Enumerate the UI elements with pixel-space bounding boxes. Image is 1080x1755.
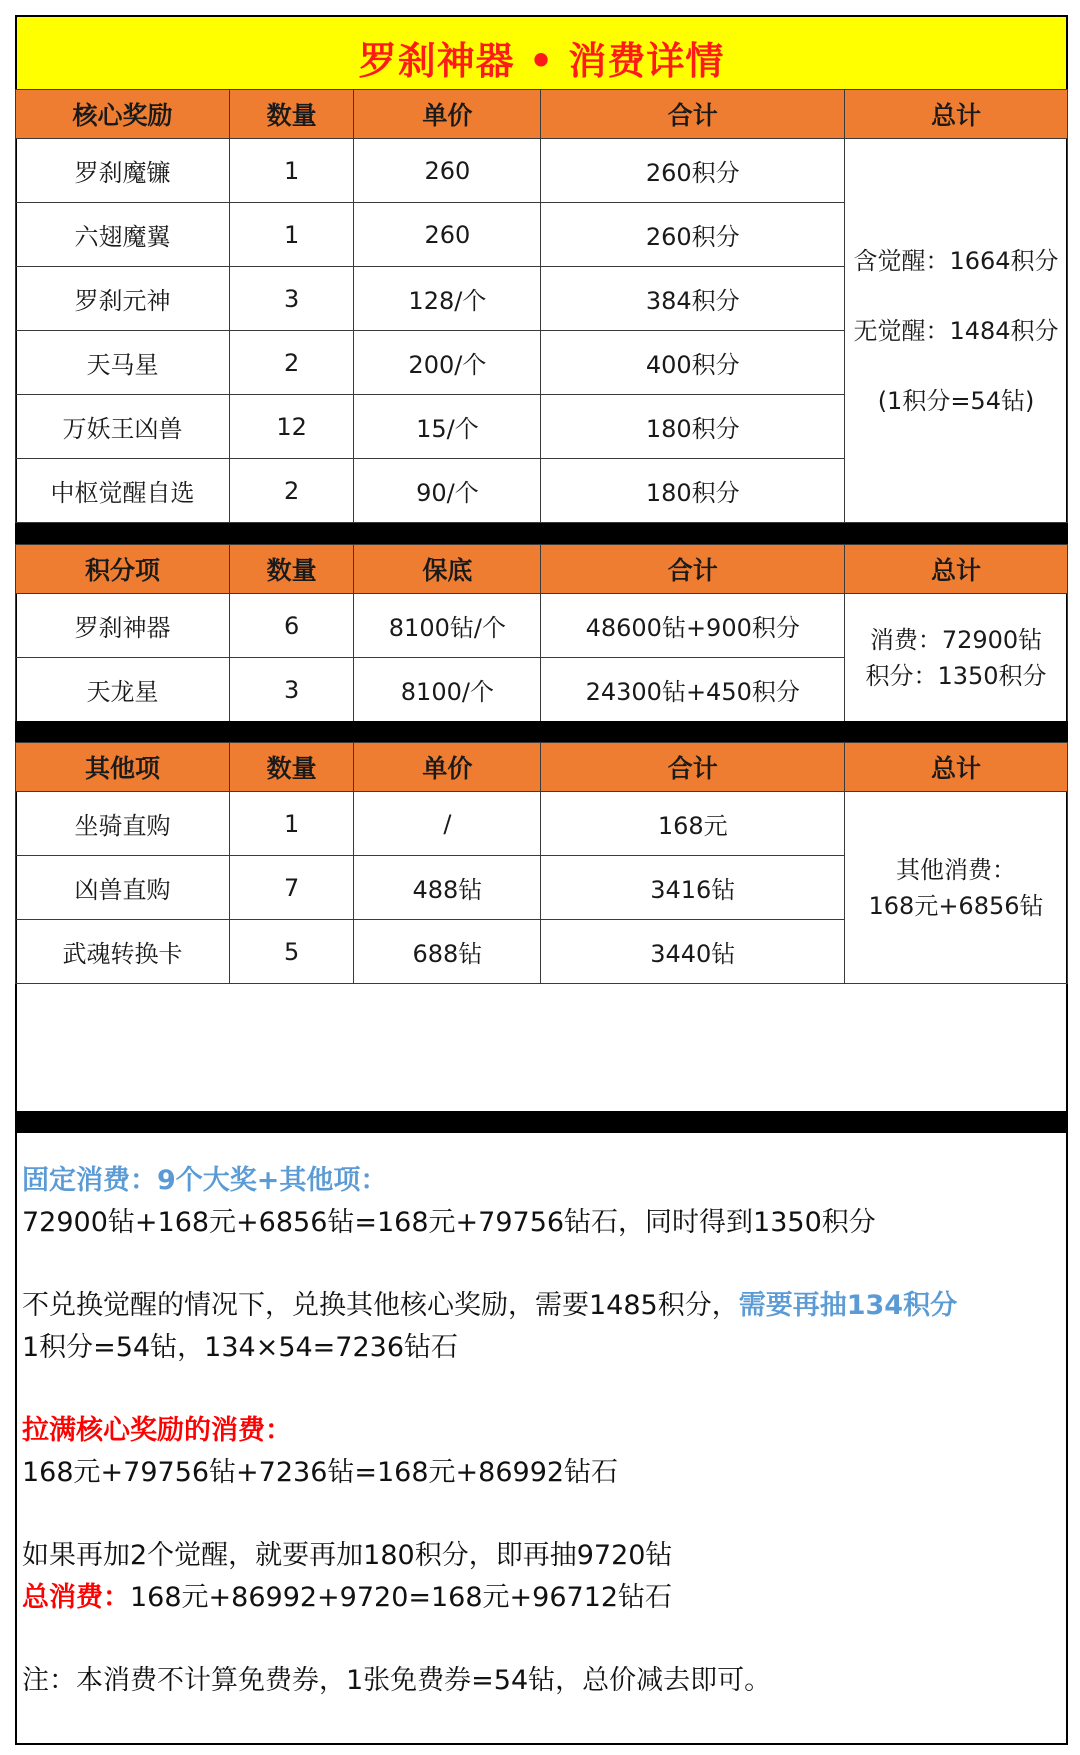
item-name: 武魂转换卡 xyxy=(16,920,230,984)
footnote-line: 注：本消费不计算免费券，1张免费券=54钻，总价减去即可。 xyxy=(22,1665,772,1696)
other-total-value: 168元+6856钻 xyxy=(868,891,1044,920)
other-items-table xyxy=(15,742,1068,984)
item-price: 8100钻/个 xyxy=(354,594,541,658)
item-price: 260 xyxy=(354,139,541,203)
item-sum: 24300钻+450积分 xyxy=(541,658,845,722)
item-name: 六翅魔翼 xyxy=(16,203,230,267)
item-qty: 2 xyxy=(229,331,353,395)
core-total-no-awaken: 无觉醒：1484积分 xyxy=(853,316,1059,345)
item-price: 688钻 xyxy=(354,920,541,984)
item-price: 128/个 xyxy=(354,267,541,331)
item-name: 万妖王凶兽 xyxy=(16,395,230,459)
item-qty: 2 xyxy=(229,459,353,523)
other-header-qty: 数量 xyxy=(229,743,353,792)
item-name: 中枢觉醒自选 xyxy=(16,459,230,523)
item-qty: 7 xyxy=(229,856,353,920)
section-divider xyxy=(15,1111,1068,1133)
item-qty: 3 xyxy=(229,658,353,722)
item-name: 天龙星 xyxy=(16,658,230,722)
item-name: 凶兽直购 xyxy=(16,856,230,920)
item-price: 8100/个 xyxy=(354,658,541,722)
other-header-total: 总计 xyxy=(845,743,1068,792)
other-total-cell xyxy=(845,792,1068,984)
table-row xyxy=(16,139,1068,203)
other-header-name: 其他项 xyxy=(16,743,230,792)
item-name: 坐骑直购 xyxy=(16,792,230,856)
item-sum: 168元 xyxy=(541,792,845,856)
item-qty: 3 xyxy=(229,267,353,331)
item-price: 90/个 xyxy=(354,459,541,523)
total-cost-line xyxy=(22,1575,672,1614)
table-row xyxy=(16,594,1068,658)
points-header-guarantee: 保底 xyxy=(354,545,541,594)
total-cost-value: 168元+86992+9720=168元+96712钻石 xyxy=(130,1582,673,1613)
item-name: 天马星 xyxy=(16,331,230,395)
item-qty: 1 xyxy=(229,203,353,267)
item-price: 200/个 xyxy=(354,331,541,395)
section-divider xyxy=(15,721,1068,742)
points-total-cell xyxy=(845,594,1068,722)
core-total-cell xyxy=(845,139,1068,523)
points-total-points: 积分：1350积分 xyxy=(865,661,1047,690)
item-qty: 1 xyxy=(229,139,353,203)
section-divider xyxy=(15,523,1068,544)
item-qty: 1 xyxy=(229,792,353,856)
item-name: 罗刹魔镰 xyxy=(16,139,230,203)
fixed-cost-line: 72900钻+168元+6856钻=168元+79756钻石，同时得到1350积分 xyxy=(22,1207,876,1238)
points-total-spend: 消费：72900钻 xyxy=(869,625,1043,654)
item-qty: 5 xyxy=(229,920,353,984)
points-header-sum: 合计 xyxy=(541,545,845,594)
item-qty: 12 xyxy=(229,395,353,459)
full-core-line: 168元+79756钻+7236钻=168元+86992钻石 xyxy=(22,1457,619,1488)
other-total-label: 其他消费： xyxy=(896,855,1017,884)
page-title: 罗刹神器 • 消费详情 xyxy=(15,15,1068,99)
item-price: 15/个 xyxy=(354,395,541,459)
item-sum: 180积分 xyxy=(541,459,845,523)
awaken-line: 如果再加2个觉醒，就要再加180积分，即再抽9720钻 xyxy=(22,1540,673,1571)
item-price: 260 xyxy=(354,203,541,267)
core-total-rate: (1积分=54钻) xyxy=(877,386,1035,415)
item-sum: 180积分 xyxy=(541,395,845,459)
core-header-sum: 合计 xyxy=(541,90,845,139)
core-header-name: 核心奖励 xyxy=(16,90,230,139)
item-sum: 260积分 xyxy=(541,139,845,203)
item-sum: 384积分 xyxy=(541,267,845,331)
core-header-qty: 数量 xyxy=(229,90,353,139)
core-rewards-table xyxy=(15,89,1068,523)
item-qty: 6 xyxy=(229,594,353,658)
core-header-total: 总计 xyxy=(845,90,1068,139)
item-sum: 3440钻 xyxy=(541,920,845,984)
item-name: 罗刹元神 xyxy=(16,267,230,331)
no-awaken-line xyxy=(22,1283,957,1322)
other-header-price: 单价 xyxy=(354,743,541,792)
item-price: / xyxy=(354,792,541,856)
points-header-qty: 数量 xyxy=(229,545,353,594)
item-name: 罗刹神器 xyxy=(16,594,230,658)
table-row xyxy=(16,792,1068,856)
item-sum: 260积分 xyxy=(541,203,845,267)
points-header-total: 总计 xyxy=(845,545,1068,594)
item-price: 488钻 xyxy=(354,856,541,920)
item-sum: 48600钻+900积分 xyxy=(541,594,845,658)
no-awaken-highlight: 需要再抽134积分 xyxy=(738,1290,958,1321)
core-header-price: 单价 xyxy=(354,90,541,139)
full-core-heading: 拉满核心奖励的消费： xyxy=(22,1415,292,1446)
points-table xyxy=(15,544,1068,722)
other-header-sum: 合计 xyxy=(541,743,845,792)
core-total-with-awaken: 含觉醒：1664积分 xyxy=(853,246,1059,275)
points-calc-line: 1积分=54钻，134×54=7236钻石 xyxy=(22,1332,459,1363)
fixed-cost-heading: 固定消费：9个大奖+其他项： xyxy=(22,1165,388,1196)
item-sum: 3416钻 xyxy=(541,856,845,920)
no-awaken-text: 不兑换觉醒的情况下，兑换其他核心奖励，需要1485积分， xyxy=(22,1290,739,1321)
points-header-name: 积分项 xyxy=(16,545,230,594)
total-cost-label: 总消费： xyxy=(22,1582,130,1613)
item-sum: 400积分 xyxy=(541,331,845,395)
